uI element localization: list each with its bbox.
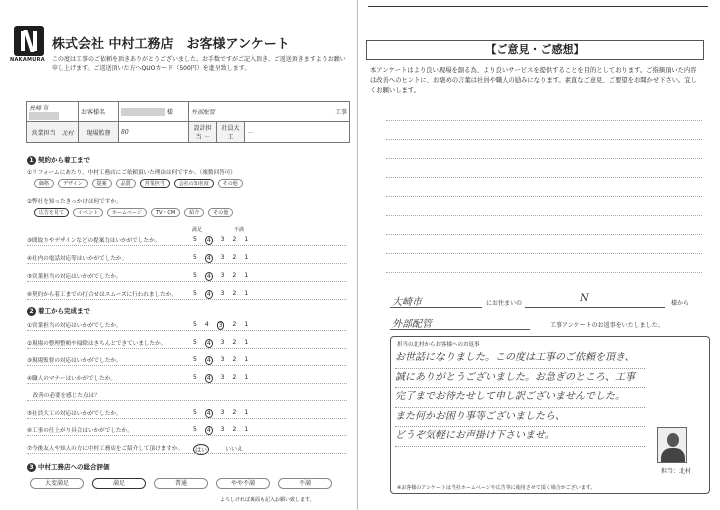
top-rule <box>368 6 708 7</box>
question-text: ④職人のマナーはいかがでしたか。 <box>27 375 116 382</box>
reply-city: 大崎市 <box>392 297 422 308</box>
comments-intro: 本アンケートはより良い現場を創る為、より良いサービスを提供することを目的としております。ご指摘頂いた内容は改善へのヒントに、お褒めの言葉は社員や職人の励みになります。素直なご意見、ご要望をお聞かせ下さい。宜しくお願いします。 <box>370 67 697 94</box>
rating-option[interactable]: 3 <box>220 373 225 381</box>
rating-scale-header <box>192 226 244 233</box>
question-text: 改善の必要を感じた点は？ <box>27 393 100 399</box>
row-divider <box>27 263 347 264</box>
rating-option[interactable]: 5 <box>193 321 197 328</box>
redacted-address <box>29 112 59 120</box>
comment-line <box>386 158 702 159</box>
back-page-note: よろしければ裏面も記入お願い致します。 <box>220 497 315 503</box>
comment-line <box>386 272 702 273</box>
rating-scale <box>193 339 248 348</box>
reply-heading: 担当の北村からお客様へのお返事 <box>397 342 480 348</box>
staff-name: 担当：北村 <box>660 468 691 475</box>
nakamura-logo <box>14 26 44 56</box>
survey-back-page <box>360 0 720 510</box>
comment-line <box>386 139 702 140</box>
option-chip[interactable]: デザイン <box>58 179 88 188</box>
evaluation-option[interactable]: 不満 <box>278 478 332 489</box>
option-chip[interactable]: 価格 <box>34 179 54 188</box>
rating-option[interactable]: 4 <box>206 409 211 417</box>
rating-scale <box>193 356 248 365</box>
evaluation-option[interactable]: 満足 <box>92 478 146 489</box>
rating-option[interactable]: 3 <box>220 254 225 261</box>
rating-option[interactable]: 2 <box>232 254 237 261</box>
rating-option[interactable]: 2 <box>232 408 237 416</box>
row-divider <box>27 418 347 419</box>
rating-option[interactable]: 3 <box>220 356 225 363</box>
option-chip[interactable]: 提案 <box>92 179 112 188</box>
row-divider <box>27 348 347 349</box>
comment-line <box>386 215 702 216</box>
rating-scale <box>193 254 248 263</box>
city-suffix: 市 <box>42 105 49 112</box>
resident-label: にお住まいの <box>486 300 523 307</box>
question-text: ④社内の電話対応等はいかがでしたか。 <box>27 256 128 262</box>
work-handwritten: 外部配管 <box>191 109 216 116</box>
rating-scale <box>193 374 248 383</box>
option-chip[interactable]: ホームページ <box>107 208 147 217</box>
supervisor-value: 80 <box>121 128 129 136</box>
rating-option[interactable]: 5 <box>193 272 197 279</box>
rating-option[interactable]: 3 <box>220 426 225 433</box>
rating-option[interactable]: 1 <box>244 272 249 279</box>
rating-option[interactable]: 4 <box>206 339 211 347</box>
question-text: ②現場の整理整頓や掃除はきちんとできていましたか。 <box>27 340 167 347</box>
option-chip[interactable]: その他 <box>208 208 233 217</box>
sales-value: 北村 <box>61 129 74 137</box>
evaluation-option[interactable]: 普通 <box>154 478 208 489</box>
option-chip[interactable]: イベント <box>73 208 103 217</box>
rating-option[interactable]: 4 <box>206 291 211 298</box>
row-divider <box>27 330 347 331</box>
reply-work: 外部配管 <box>392 319 432 330</box>
rating-option[interactable]: 1 <box>244 321 249 328</box>
row-divider <box>27 365 347 366</box>
rating-option[interactable]: 2 <box>232 338 237 346</box>
question-text: ①営業担当の対応はいかがでしたか。 <box>27 323 122 329</box>
scale-label: 満足 <box>192 227 203 233</box>
rating-option[interactable]: 5 <box>193 338 197 346</box>
honorific-from: 様から <box>671 300 690 307</box>
sales-label: 営業担当 <box>31 129 56 137</box>
customer-info-table <box>26 101 350 143</box>
evaluation-option[interactable]: 大変満足 <box>30 478 84 489</box>
rating-option[interactable]: はい <box>193 444 209 455</box>
rating-option[interactable]: 3 <box>220 290 225 297</box>
rating-option[interactable]: 4 <box>206 255 211 262</box>
rating-scale <box>193 272 248 281</box>
designer-label: 設計担当 <box>193 125 212 141</box>
survey-intro: この度は工事のご依頼を頂きありがとうございました。お手数ですがご記入頂き、ご返送頂きますようお願い申し上げます。ご返送頂いた方へQUOカード（500円）を進呈致します。 <box>52 56 346 72</box>
rating-option[interactable]: 5 <box>193 290 197 297</box>
staff-photo <box>657 427 687 463</box>
rating-option[interactable]: 1 <box>244 290 249 297</box>
rating-option[interactable]: 2 <box>232 356 237 363</box>
rating-option[interactable]: 1 <box>244 356 249 363</box>
rating-option[interactable]: 3 <box>218 322 223 329</box>
survey-title: 株式会社 中村工務店 お客様アンケート <box>52 37 290 52</box>
rating-option[interactable]: 3 <box>220 272 225 279</box>
rating-option[interactable]: 1 <box>244 373 249 381</box>
rating-option[interactable]: 1 <box>244 338 249 346</box>
comment-line <box>386 120 702 121</box>
row-divider <box>27 453 347 454</box>
rating-option[interactable]: 5 <box>193 408 197 416</box>
reply-box <box>390 336 710 494</box>
row-divider <box>27 435 347 436</box>
option-chip[interactable]: 紹介 <box>184 208 204 217</box>
reply-label: 工事アンケートのお返事をいたしました。 <box>550 322 664 329</box>
reply-line: 完了までお待たせして申し訳ございませんでした。 <box>395 388 645 408</box>
rating-option[interactable]: 5 <box>193 426 197 433</box>
q1-text: ①リフォームにあたり、中村工務店にご依頼頂いた理由は何ですか。（複数回答可） <box>27 170 236 176</box>
row-divider <box>27 400 347 401</box>
rating-option[interactable]: 5 <box>193 254 197 261</box>
carpenter-value: － <box>247 129 254 137</box>
option-chip[interactable]: 広告を見て <box>34 208 69 217</box>
row-divider <box>27 245 347 246</box>
rating-option[interactable]: 1 <box>244 254 249 261</box>
survey-front-page <box>0 0 358 510</box>
rating-option[interactable]: 4 <box>204 321 209 328</box>
carpenter-label: 社員大工 <box>221 125 240 141</box>
row-divider <box>27 383 347 384</box>
question-text: ⑥契約から着工までの打合せはスムーズに行われましたか。 <box>27 292 177 298</box>
row-divider <box>27 281 347 282</box>
rating-option[interactable]: 1 <box>244 426 249 433</box>
scale-label: 不満 <box>234 227 245 233</box>
evaluation-option[interactable]: やや不満 <box>216 478 270 489</box>
section-1-heading: 1 契約から着工まで <box>27 155 90 165</box>
rating-option[interactable]: 4 <box>206 374 211 382</box>
question-text: ③現場監督の対応はいかがでしたか。 <box>27 358 122 364</box>
rating-scale <box>193 290 248 299</box>
question-text: ⑥工事の仕上がり具合はいかがでしたか。 <box>27 428 133 434</box>
reply-message <box>395 349 645 447</box>
reply-line: お世話になりました。この度は工事のご依頼を頂き、 <box>395 349 645 369</box>
designer-value: － <box>203 134 210 141</box>
section-2-heading: 2 着工から完成まで <box>27 306 90 316</box>
rating-option[interactable]: いいえ <box>225 445 244 453</box>
q2-options <box>34 208 233 217</box>
comment-line <box>386 177 702 178</box>
usage-footnote: ※お客様のアンケートは当社ホームページや広告等に使用させて頂く場合がございます。 <box>397 485 596 491</box>
honorific: 様 <box>166 108 173 116</box>
rating-scale <box>193 321 248 330</box>
work-label: 工事 <box>334 109 347 116</box>
comment-line <box>386 196 702 197</box>
rating-option[interactable]: 5 <box>193 356 197 363</box>
question-text: ⑦今後友人や知人の方に中村工務店をご紹介して頂けますか。 <box>27 445 184 452</box>
reply-line: また何かお困り事等ございましたら、 <box>395 408 645 428</box>
rating-option[interactable]: 4 <box>206 237 211 244</box>
question-text: ⑤社員大工の対応はいかがでしたか。 <box>27 410 122 417</box>
rating-scale <box>193 409 248 418</box>
rating-option[interactable]: 2 <box>232 373 237 381</box>
question-text: ③間取りやデザインなどの提案力はいかがでしたか。 <box>27 238 161 244</box>
rating-option[interactable]: 2 <box>232 290 237 297</box>
overall-evaluation <box>30 478 332 489</box>
row-divider <box>27 299 347 300</box>
supervisor-label: 現場監督 <box>86 129 111 137</box>
comment-line <box>386 234 702 235</box>
reply-name-initial: N <box>580 293 589 304</box>
rating-option[interactable]: 4 <box>206 357 211 364</box>
section-3-heading: 3 中村工務店への総合評価 <box>27 462 110 472</box>
question-text: ⑤営業担当の対応はいかがでしたか。 <box>27 274 122 280</box>
rating-option[interactable]: 2 <box>232 272 237 279</box>
q1-options <box>34 179 243 188</box>
rating-option[interactable]: 5 <box>193 236 197 243</box>
customer-name-label: お客様名 <box>81 109 106 116</box>
rating-scale <box>193 236 248 245</box>
rating-option[interactable]: 3 <box>220 338 225 346</box>
comment-line <box>386 253 702 254</box>
reply-work-row <box>390 318 705 331</box>
rating-scale <box>193 426 248 435</box>
rating-option[interactable]: 1 <box>244 408 249 416</box>
logo-wordmark: NAKAMURA <box>10 57 45 63</box>
reply-address-row <box>390 293 705 309</box>
rating-option[interactable]: 1 <box>244 236 249 243</box>
rating-option[interactable]: 5 <box>193 373 197 381</box>
q2-text: ②弊社を知ったきっかけは何ですか。 <box>27 199 122 205</box>
rating-option[interactable]: 2 <box>232 236 237 243</box>
rating-option[interactable]: 2 <box>232 321 237 328</box>
option-chip[interactable]: TV・CM <box>151 208 180 217</box>
reply-line: 誠にありがとうございました。お急ぎのところ、工事 <box>395 369 645 389</box>
option-chip[interactable]: 会社の知名度 <box>174 179 214 188</box>
city-value: 長崎 <box>29 105 42 112</box>
rating-option[interactable]: 4 <box>206 427 211 434</box>
option-chip[interactable]: その他 <box>218 179 243 188</box>
reply-line: どうぞ気軽にお声掛け下さいませ。 <box>395 427 645 447</box>
rating-option[interactable]: 3 <box>220 408 225 416</box>
rating-option[interactable]: 4 <box>206 273 211 280</box>
rating-option[interactable]: 3 <box>220 236 225 243</box>
redacted-name <box>121 108 165 116</box>
rating-option[interactable]: 2 <box>232 426 237 433</box>
option-chip[interactable]: 営業担当 <box>140 179 170 188</box>
comments-title: 【ご意見・ご感想】 <box>366 40 704 60</box>
option-chip[interactable]: 品質 <box>116 179 136 188</box>
